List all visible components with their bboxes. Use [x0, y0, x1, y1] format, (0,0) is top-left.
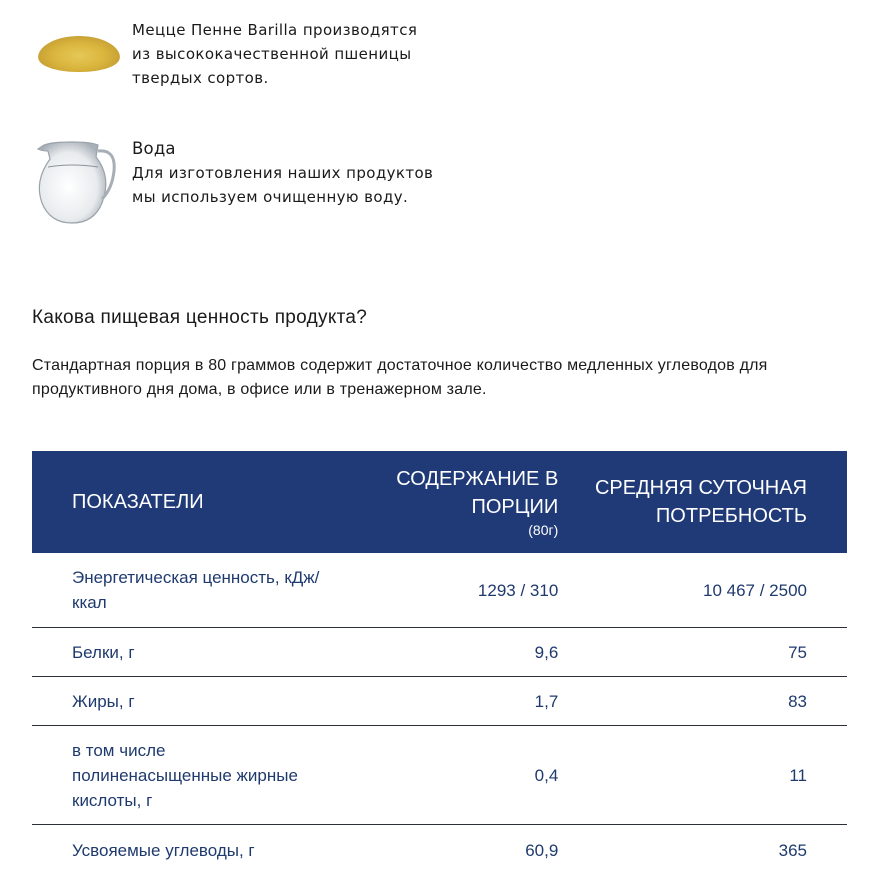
row-portion-value: 1,7	[362, 677, 558, 726]
semolina-pile-icon	[32, 18, 122, 108]
ingredient-semolina	[32, 18, 122, 108]
header-portion	[362, 451, 558, 553]
row-label	[32, 677, 362, 726]
row-label-line: кислоты, г	[72, 788, 362, 813]
ingredient-text-line: Мецце Пенне Barilla производятся	[132, 18, 452, 42]
table-row	[32, 553, 847, 628]
header-portion-line2: ПОРЦИИ	[362, 493, 558, 521]
ingredient-water-text	[132, 137, 452, 209]
header-indicator: ПОКАЗАТЕЛИ	[32, 451, 362, 553]
row-daily-value: 83	[558, 677, 847, 726]
row-daily-value: 75	[558, 628, 847, 677]
row-label	[32, 628, 362, 677]
header-daily	[558, 451, 847, 553]
row-label-line: ккал	[72, 590, 362, 615]
ingredient-title: Вода	[132, 137, 452, 161]
ingredient-text-line: из высококачественной пшеницы	[132, 42, 452, 66]
ingredient-text-line: твердых сортов.	[132, 66, 452, 90]
row-label	[32, 825, 362, 875]
header-daily-line1: СРЕДНЯЯ СУТОЧНАЯ	[558, 474, 807, 502]
nutrition-table	[32, 451, 847, 875]
row-label-line: Жиры, г	[72, 689, 362, 714]
header-daily-line2: ПОТРЕБНОСТЬ	[558, 502, 807, 530]
table-row	[32, 825, 847, 875]
table-row	[32, 628, 847, 677]
table-row	[32, 726, 847, 825]
row-label	[32, 726, 362, 825]
ingredient-water	[32, 137, 122, 227]
section-description: Стандартная порция в 80 граммов содержит достаточное количество медленных углеводов для продуктивного дня дома, в офисе или в тренажерном зале.	[32, 354, 832, 402]
row-portion-value: 0,4	[362, 726, 558, 825]
table-row	[32, 677, 847, 726]
row-label-line: в том числе	[72, 738, 362, 763]
row-label-line: полиненасыщенные жирные	[72, 763, 362, 788]
row-daily-value: 11	[558, 726, 847, 825]
row-label-line: Белки, г	[72, 640, 362, 665]
ingredient-text-line: мы используем очищенную воду.	[132, 185, 452, 209]
ingredient-text-line: Для изготовления наших продуктов	[132, 161, 452, 185]
row-label-line: Энергетическая ценность, кДж/	[72, 565, 362, 590]
row-label	[32, 553, 362, 628]
row-label-line: Усвояемые углеводы, г	[72, 838, 362, 863]
table-header-row	[32, 451, 847, 553]
header-portion-sub: (80г)	[362, 521, 558, 539]
row-portion-value: 9,6	[362, 628, 558, 677]
water-jug-icon	[32, 137, 122, 227]
row-portion-value: 1293 / 310	[362, 553, 558, 628]
row-daily-value: 365	[558, 825, 847, 875]
section-title: Какова пищевая ценность продукта?	[32, 307, 367, 329]
row-portion-value: 60,9	[362, 825, 558, 875]
header-portion-line1: СОДЕРЖАНИЕ В	[362, 465, 558, 493]
row-daily-value: 10 467 / 2500	[558, 553, 847, 628]
ingredient-semolina-text	[132, 18, 452, 90]
